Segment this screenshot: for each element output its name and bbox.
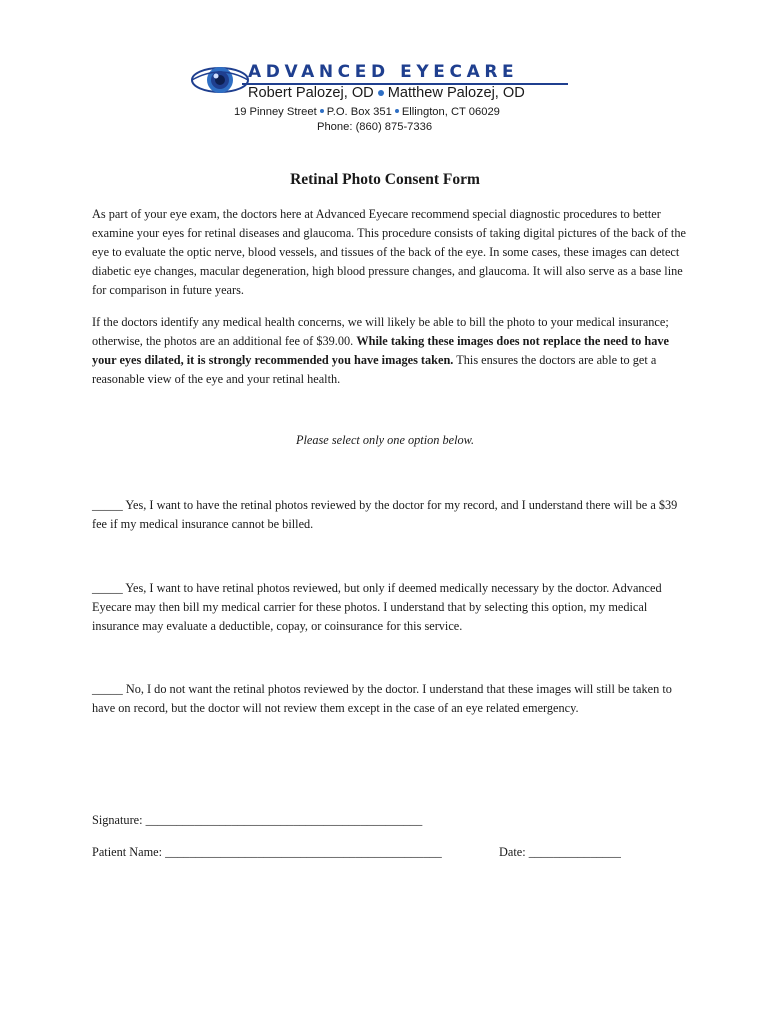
instruction-text: Please select only one option below.	[295, 433, 475, 447]
phone-line: Phone: (860) 875-7336	[317, 121, 433, 133]
option-3-text: No, I do not want the retinal photos reviewed by the doctor. I understand that these images will still be taken to have on record, but the doctor will not review them except in the case of an eye related emergency.	[92, 682, 672, 715]
city: Ellington, CT 06029	[401, 106, 500, 118]
option-3-blank[interactable]: _____	[92, 682, 123, 696]
patient-name-row	[92, 845, 442, 860]
billing-bold-text: While taking these images does not replace the need to have your eyes dilated, it is strongly recommended you have images taken.	[92, 334, 669, 367]
signature-line[interactable]: _____________________________________________	[145, 813, 423, 827]
date-label: Date:	[499, 845, 526, 859]
option-1-text: Yes, I want to have the retinal photos reviewed by the doctor for my record, and I understand there will be a $39 fee if my medical insurance cannot be billed.	[92, 498, 678, 531]
option-2-text: Yes, I want to have retinal photos reviewed, but only if deemed medically necessary by the doctor. Advanced Eyecare may then bill my medical carrier for these photos. I understand that by selecting this option, my medical insurance may evaluate a deductible, copay, or coinsurance for this service.	[92, 581, 662, 633]
po-box: P.O. Box 351	[326, 106, 392, 118]
doctor-names	[248, 85, 525, 101]
date-row	[499, 845, 621, 860]
letterhead	[190, 58, 580, 138]
intro-paragraph: As part of your eye exam, the doctors here at Advanced Eyecare recommend special diagnostic procedures to better examine your eyes for retinal diseases and glaucoma. This procedure consists of taking digital pictures of the back of the eye to evaluate the optic nerve, blood vessels, and tissues of the back of the eye. In some cases, these images can detect diabetic eye changes, macular degeneration, high blood pressure changes, and glaucoma. It will also serve as a base line for comparison in future years.	[92, 207, 686, 297]
signature-row	[92, 813, 422, 828]
billing-text-end: This ensures the doctors are able to get a reasonable view of the eye and your retinal health.	[92, 353, 657, 386]
option-1-blank[interactable]: _____	[92, 498, 123, 512]
separator-dot-icon	[378, 90, 384, 96]
patient-name-line[interactable]: _____________________________________________	[165, 845, 442, 859]
address-line	[234, 106, 500, 118]
street: 19 Pinney Street	[234, 106, 317, 118]
billing-paragraph	[92, 313, 688, 389]
brand-name: ADVANCED EYECARE	[248, 62, 519, 82]
page-title: Retinal Photo Consent Form	[290, 171, 480, 188]
date-line[interactable]: _______________	[528, 845, 621, 859]
option-3	[92, 680, 688, 718]
bullet-icon	[395, 109, 399, 113]
doctor-1: Robert Palozej, OD	[248, 85, 374, 101]
doctor-2: Matthew Palozej, OD	[387, 85, 525, 101]
billing-text: If the doctors identify any medical health concerns, we will likely be able to bill the photo to your medical insurance; otherwise, the photos are an additional fee of $39.00.	[92, 315, 669, 348]
eye-logo-icon	[190, 58, 250, 102]
option-2-blank[interactable]: _____	[92, 581, 123, 595]
signature-label: Signature:	[92, 813, 143, 827]
bullet-icon	[320, 109, 324, 113]
option-1	[92, 496, 688, 534]
patient-name-label: Patient Name:	[92, 845, 163, 859]
option-2	[92, 579, 688, 636]
